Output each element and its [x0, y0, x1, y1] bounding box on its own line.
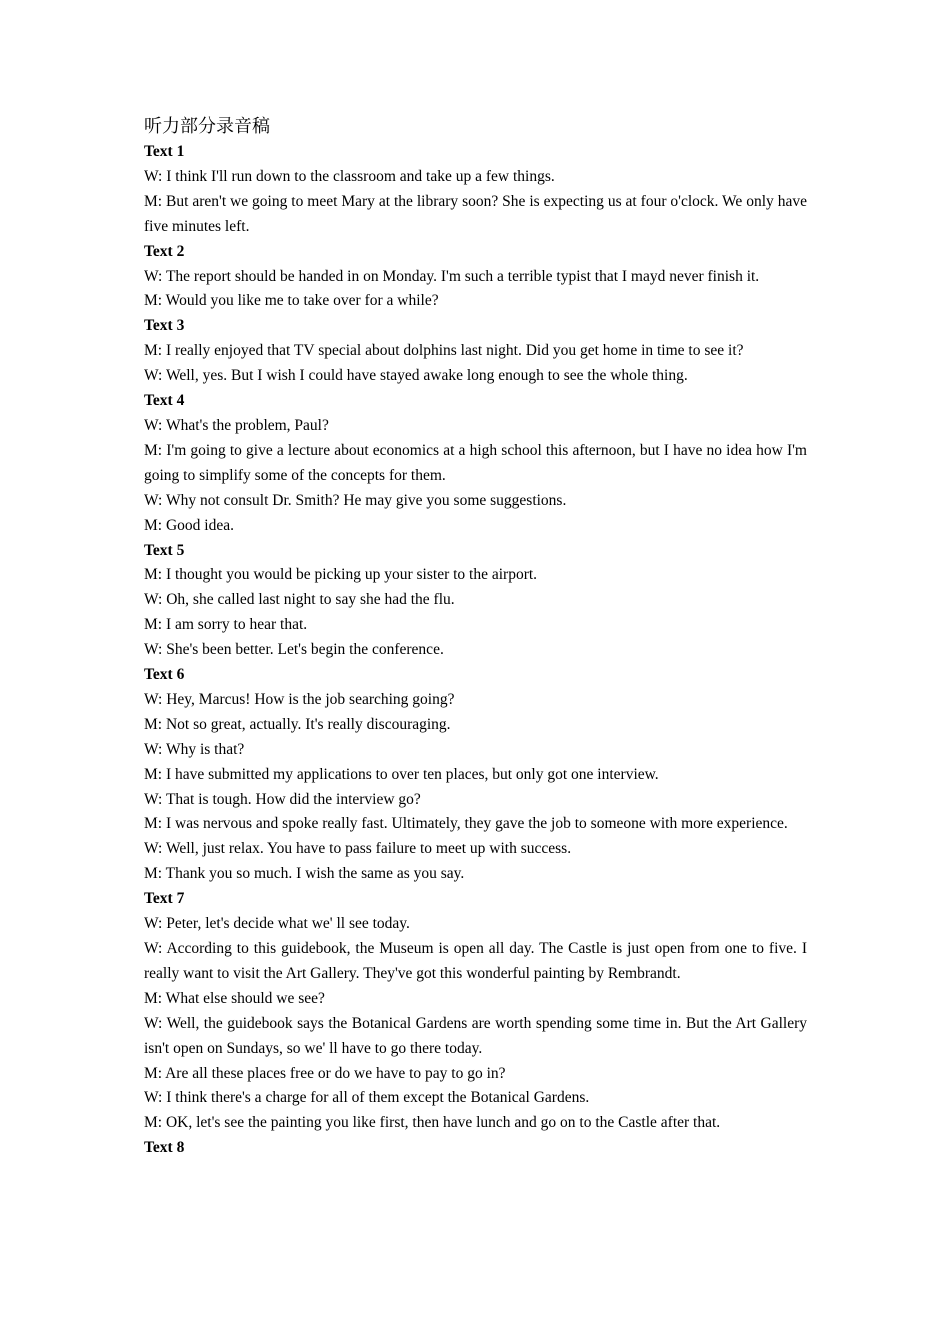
- dialogue-line: M: OK, let's see the painting you like first, then have lunch and go on to the Castle after that.: [144, 1114, 721, 1132]
- dialogue-line: M: I'm going to give a lecture about economics at a high school this afternoon, but I have no idea how I'm going to simplify some of the concepts for them.: [144, 441, 807, 484]
- document-title: 听力部分录音稿: [144, 116, 270, 137]
- dialogue-line: M: Thank you so much. I wish the same as you say.: [144, 865, 465, 883]
- dialogue-line: W: What's the problem, Paul?: [144, 416, 329, 434]
- dialogue-line: M: I really enjoyed that TV special about dolphins last night. Did you get home in time to see it?: [144, 342, 744, 360]
- dialogue-line: M: But aren't we going to meet Mary at the library soon? She is expecting us at four o'clock. We only have five minutes left.: [144, 192, 807, 235]
- document-page: [144, 114, 807, 1161]
- dialogue-line: M: I was nervous and spoke really fast. Ultimately, they gave the job to someone with more experience.: [144, 815, 788, 833]
- dialogue-line: W: According to this guidebook, the Museum is open all day. The Castle is just open from one to five. I really want to visit the Art Gallery. They've got this wonderful painting by Rembrandt.: [144, 940, 807, 982]
- section-heading: Text 3: [144, 317, 185, 335]
- dialogue-line: W: Well, yes. But I wish I could have stayed awake long enough to see the whole thing.: [144, 367, 688, 385]
- dialogue-line: W: She's been better. Let's begin the conference.: [144, 641, 444, 659]
- dialogue-line: W: Why not consult Dr. Smith? He may give you some suggestions.: [144, 491, 567, 509]
- dialogue-line: M: Good idea.: [144, 516, 234, 534]
- section-heading: Text 4: [144, 392, 185, 410]
- dialogue-line: W: Peter, let's decide what we' ll see today.: [144, 915, 410, 933]
- dialogue-line: W: That is tough. How did the interview go?: [144, 790, 421, 808]
- transcript-sections: [144, 140, 807, 1161]
- dialogue-line: W: I think there's a charge for all of them except the Botanical Gardens.: [144, 1089, 590, 1107]
- section-heading: Text 8: [144, 1139, 185, 1157]
- section-heading: Text 2: [144, 242, 185, 260]
- section-heading: Text 5: [144, 541, 185, 559]
- dialogue-line: M: I am sorry to hear that.: [144, 616, 308, 634]
- dialogue-line: W: Well, the guidebook says the Botanical Gardens are worth spending some time in. But the Art Gallery isn't open on Sundays, so we' ll have to go there today.: [144, 1014, 807, 1057]
- dialogue-line: M: What else should we see?: [144, 989, 325, 1007]
- section-heading: Text 7: [144, 890, 185, 908]
- dialogue-line: W: Well, just relax. You have to pass failure to meet up with success.: [144, 840, 572, 858]
- dialogue-line: W: Why is that?: [144, 740, 245, 758]
- dialogue-line: W: The report should be handed in on Monday. I'm such a terrible typist that I mayd never finish it.: [144, 267, 760, 285]
- dialogue-line: M: I thought you would be picking up your sister to the airport.: [144, 566, 538, 584]
- dialogue-line: M: I have submitted my applications to over ten places, but only got one interview.: [144, 765, 659, 783]
- dialogue-line: W: Oh, she called last night to say she had the flu.: [144, 591, 455, 609]
- dialogue-line: M: Not so great, actually. It's really discouraging.: [144, 715, 451, 733]
- dialogue-line: W: Hey, Marcus! How is the job searching going?: [144, 690, 455, 708]
- section-heading: Text 6: [144, 666, 185, 684]
- dialogue-line: W: I think I'll run down to the classroom and take up a few things.: [144, 167, 555, 185]
- dialogue-line: M: Are all these places free or do we have to pay to go in?: [144, 1064, 506, 1082]
- section-heading: Text 1: [144, 143, 185, 160]
- dialogue-line: M: Would you like me to take over for a while?: [144, 292, 439, 310]
